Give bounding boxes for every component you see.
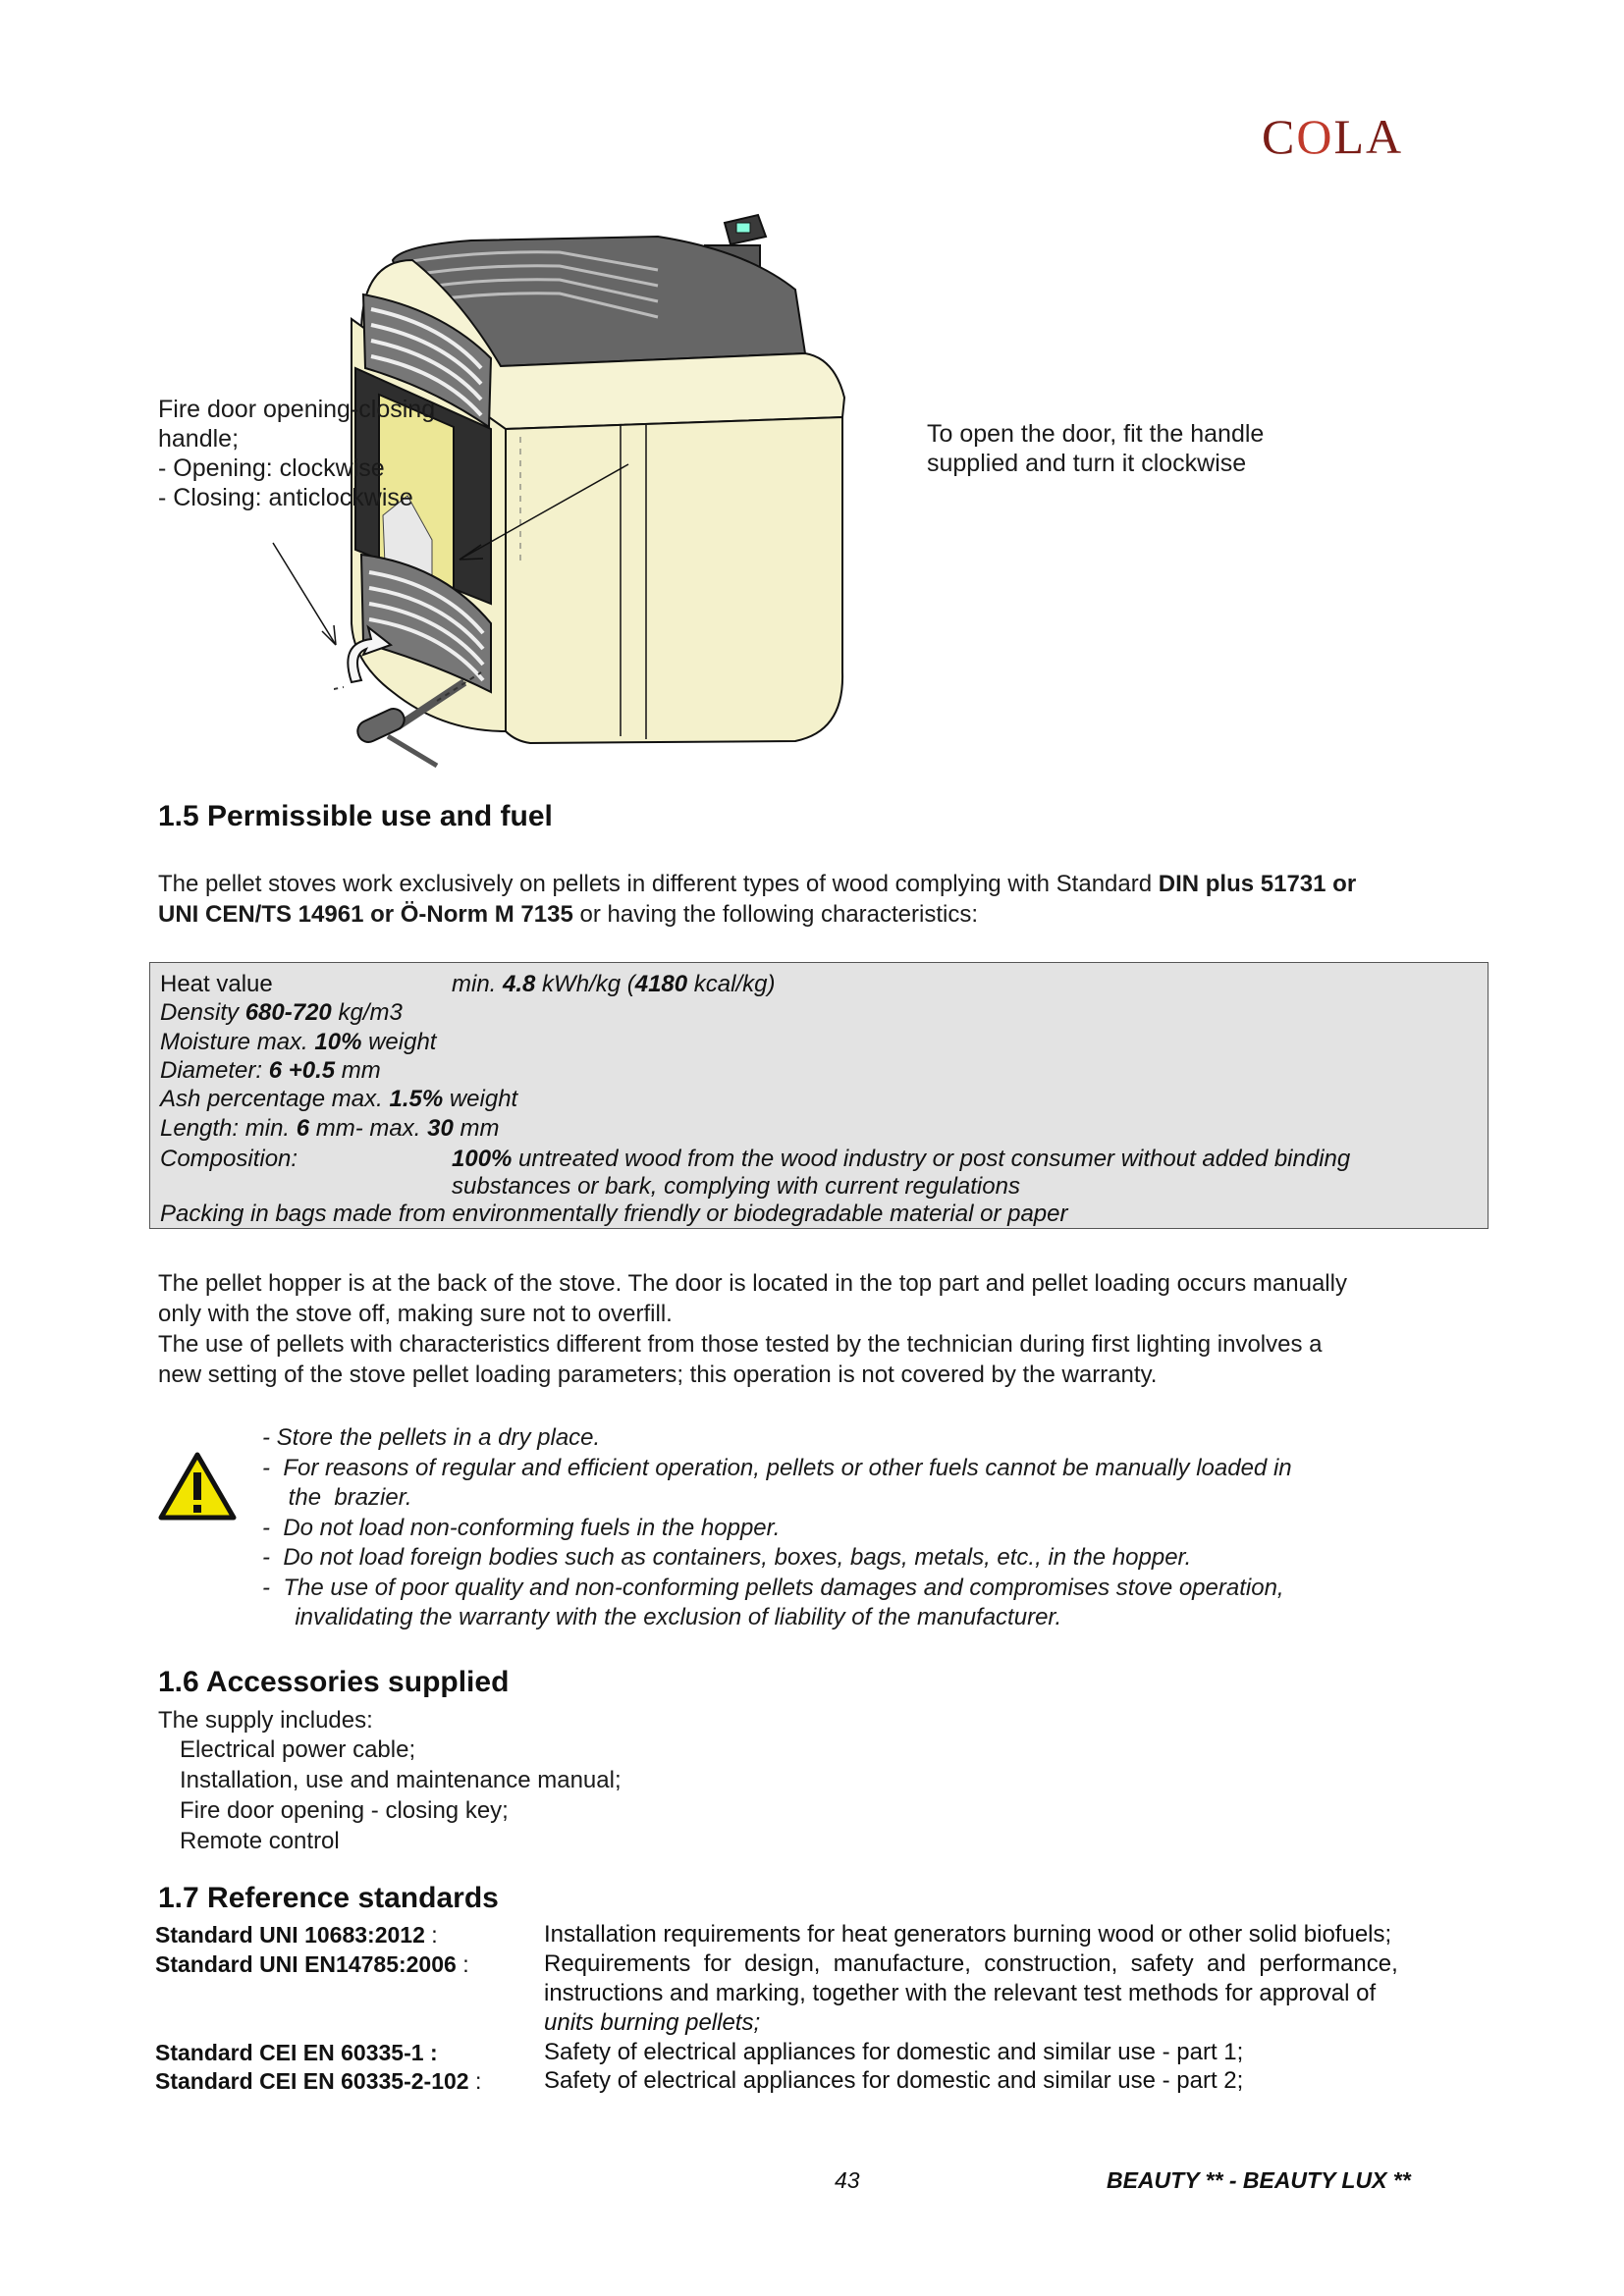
section-1-5-body: The pellet hopper is at the back of the stove. The door is located in the top part and pellet loading occurs manually only with the stove off, making sure not to overfill. The use of pellets with characteristics different from those tested by the technician during first lighting involves a new setting of the stove pellet loading parameters; this operation is not covered by the warranty. (158, 1270, 1347, 1388)
warning-item: - For reasons of regular and efficient operation, pellets or other fuels cannot be manually loaded in (262, 1454, 1292, 1481)
spec-composition-cont: substances or bark, complying with current regulations (452, 1173, 1020, 1200)
warning-item: - Store the pellets in a dry place. (262, 1424, 601, 1451)
spec-ash: Ash percentage max. 1.5% weight (160, 1086, 518, 1112)
warning-item: the brazier. (262, 1484, 412, 1511)
standard-label: Standard UNI 10683:2012 : (155, 1922, 438, 1948)
spec-composition-label: Composition: (160, 1146, 298, 1172)
standard-description: Installation requirements for heat generators burning wood or other solid biofuels; (544, 1921, 1392, 1948)
page-number: 43 (835, 2167, 860, 2193)
warning-item: - Do not load foreign bodies such as containers, boxes, bags, metals, etc., in the hopper. (262, 1544, 1192, 1571)
standard-description: Safety of electrical appliances for domestic and similar use - part 2; (544, 2067, 1244, 2094)
callout-arrow-left-icon (265, 535, 344, 653)
callout-fire-door-handle: Fire door opening-closing handle; - Opening: clockwise - Closing: anticlockwise (158, 396, 436, 511)
spec-diameter: Diameter: 6 +0.5 mm (160, 1057, 381, 1084)
spec-packing: Packing in bags made from environmentally friendly or biodegradable material or paper (160, 1201, 1068, 1227)
pellet-spec-table (149, 962, 1489, 1229)
spec-moisture: Moisture max. 10% weight (160, 1029, 437, 1055)
spec-length: Length: min. 6 mm- max. 30 mm (160, 1115, 500, 1142)
list-item: Remote control (180, 1828, 340, 1854)
warning-item: - The use of poor quality and non-conforming pellets damages and compromises stove operation, (262, 1574, 1284, 1601)
footer-model: BEAUTY ** - BEAUTY LUX ** (1107, 2167, 1411, 2193)
list-item: Fire door opening - closing key; (180, 1797, 509, 1824)
section-1-5-title: 1.5 Permissible use and fuel (158, 800, 553, 832)
standard-label: Standard CEI EN 60335-1 : (155, 2040, 438, 2065)
spec-composition: 100% untreated wood from the wood industry or post consumer without added binding (452, 1146, 1351, 1172)
warning-list (262, 1423, 1499, 1633)
accessories-intro: The supply includes: (158, 1707, 373, 1734)
warning-item: - Do not load non-conforming fuels in the hopper. (262, 1514, 781, 1541)
callout-open-door: To open the door, fit the handle supplied and turn it clockwise (927, 420, 1265, 477)
spec-density: Density 680-720 kg/m3 (160, 999, 403, 1026)
list-item: Installation, use and maintenance manual; (180, 1767, 622, 1793)
spec-heat-label: Heat value (160, 971, 273, 997)
spec-heat-value: min. 4.8 kWh/kg (4180 kcal/kg) (452, 971, 776, 997)
warning-icon (157, 1451, 238, 1522)
list-item: Electrical power cable; (180, 1736, 416, 1763)
section-1-6-title: 1.6 Accessories supplied (158, 1666, 510, 1698)
handle-tool-icon (349, 667, 496, 775)
standard-label: Standard CEI EN 60335-2-102 : (155, 2068, 482, 2094)
brand-logo: COLA (1262, 109, 1404, 164)
section-1-7-title: 1.7 Reference standards (158, 1882, 499, 1914)
standard-description: Requirements for design, manufacture, construction, safety and performance, instructions and marking, together with the relevant test methods for approval of units burning pellets; (544, 1950, 1398, 2036)
accessories-list (180, 1735, 622, 1856)
standard-label: Standard UNI EN14785:2006 : (155, 1951, 469, 1977)
standard-description: Safety of electrical appliances for domestic and similar use - part 1; (544, 2039, 1244, 2065)
section-1-5-intro: The pellet stoves work exclusively on pellets in different types of wood complying with Standard DIN plus 51731 or UNI CEN/TS 14961 or Ö-Norm M 7135 or having the following characteristics: (158, 871, 1357, 928)
warning-item: invalidating the warranty with the exclusion of liability of the manufacturer. (262, 1604, 1062, 1630)
